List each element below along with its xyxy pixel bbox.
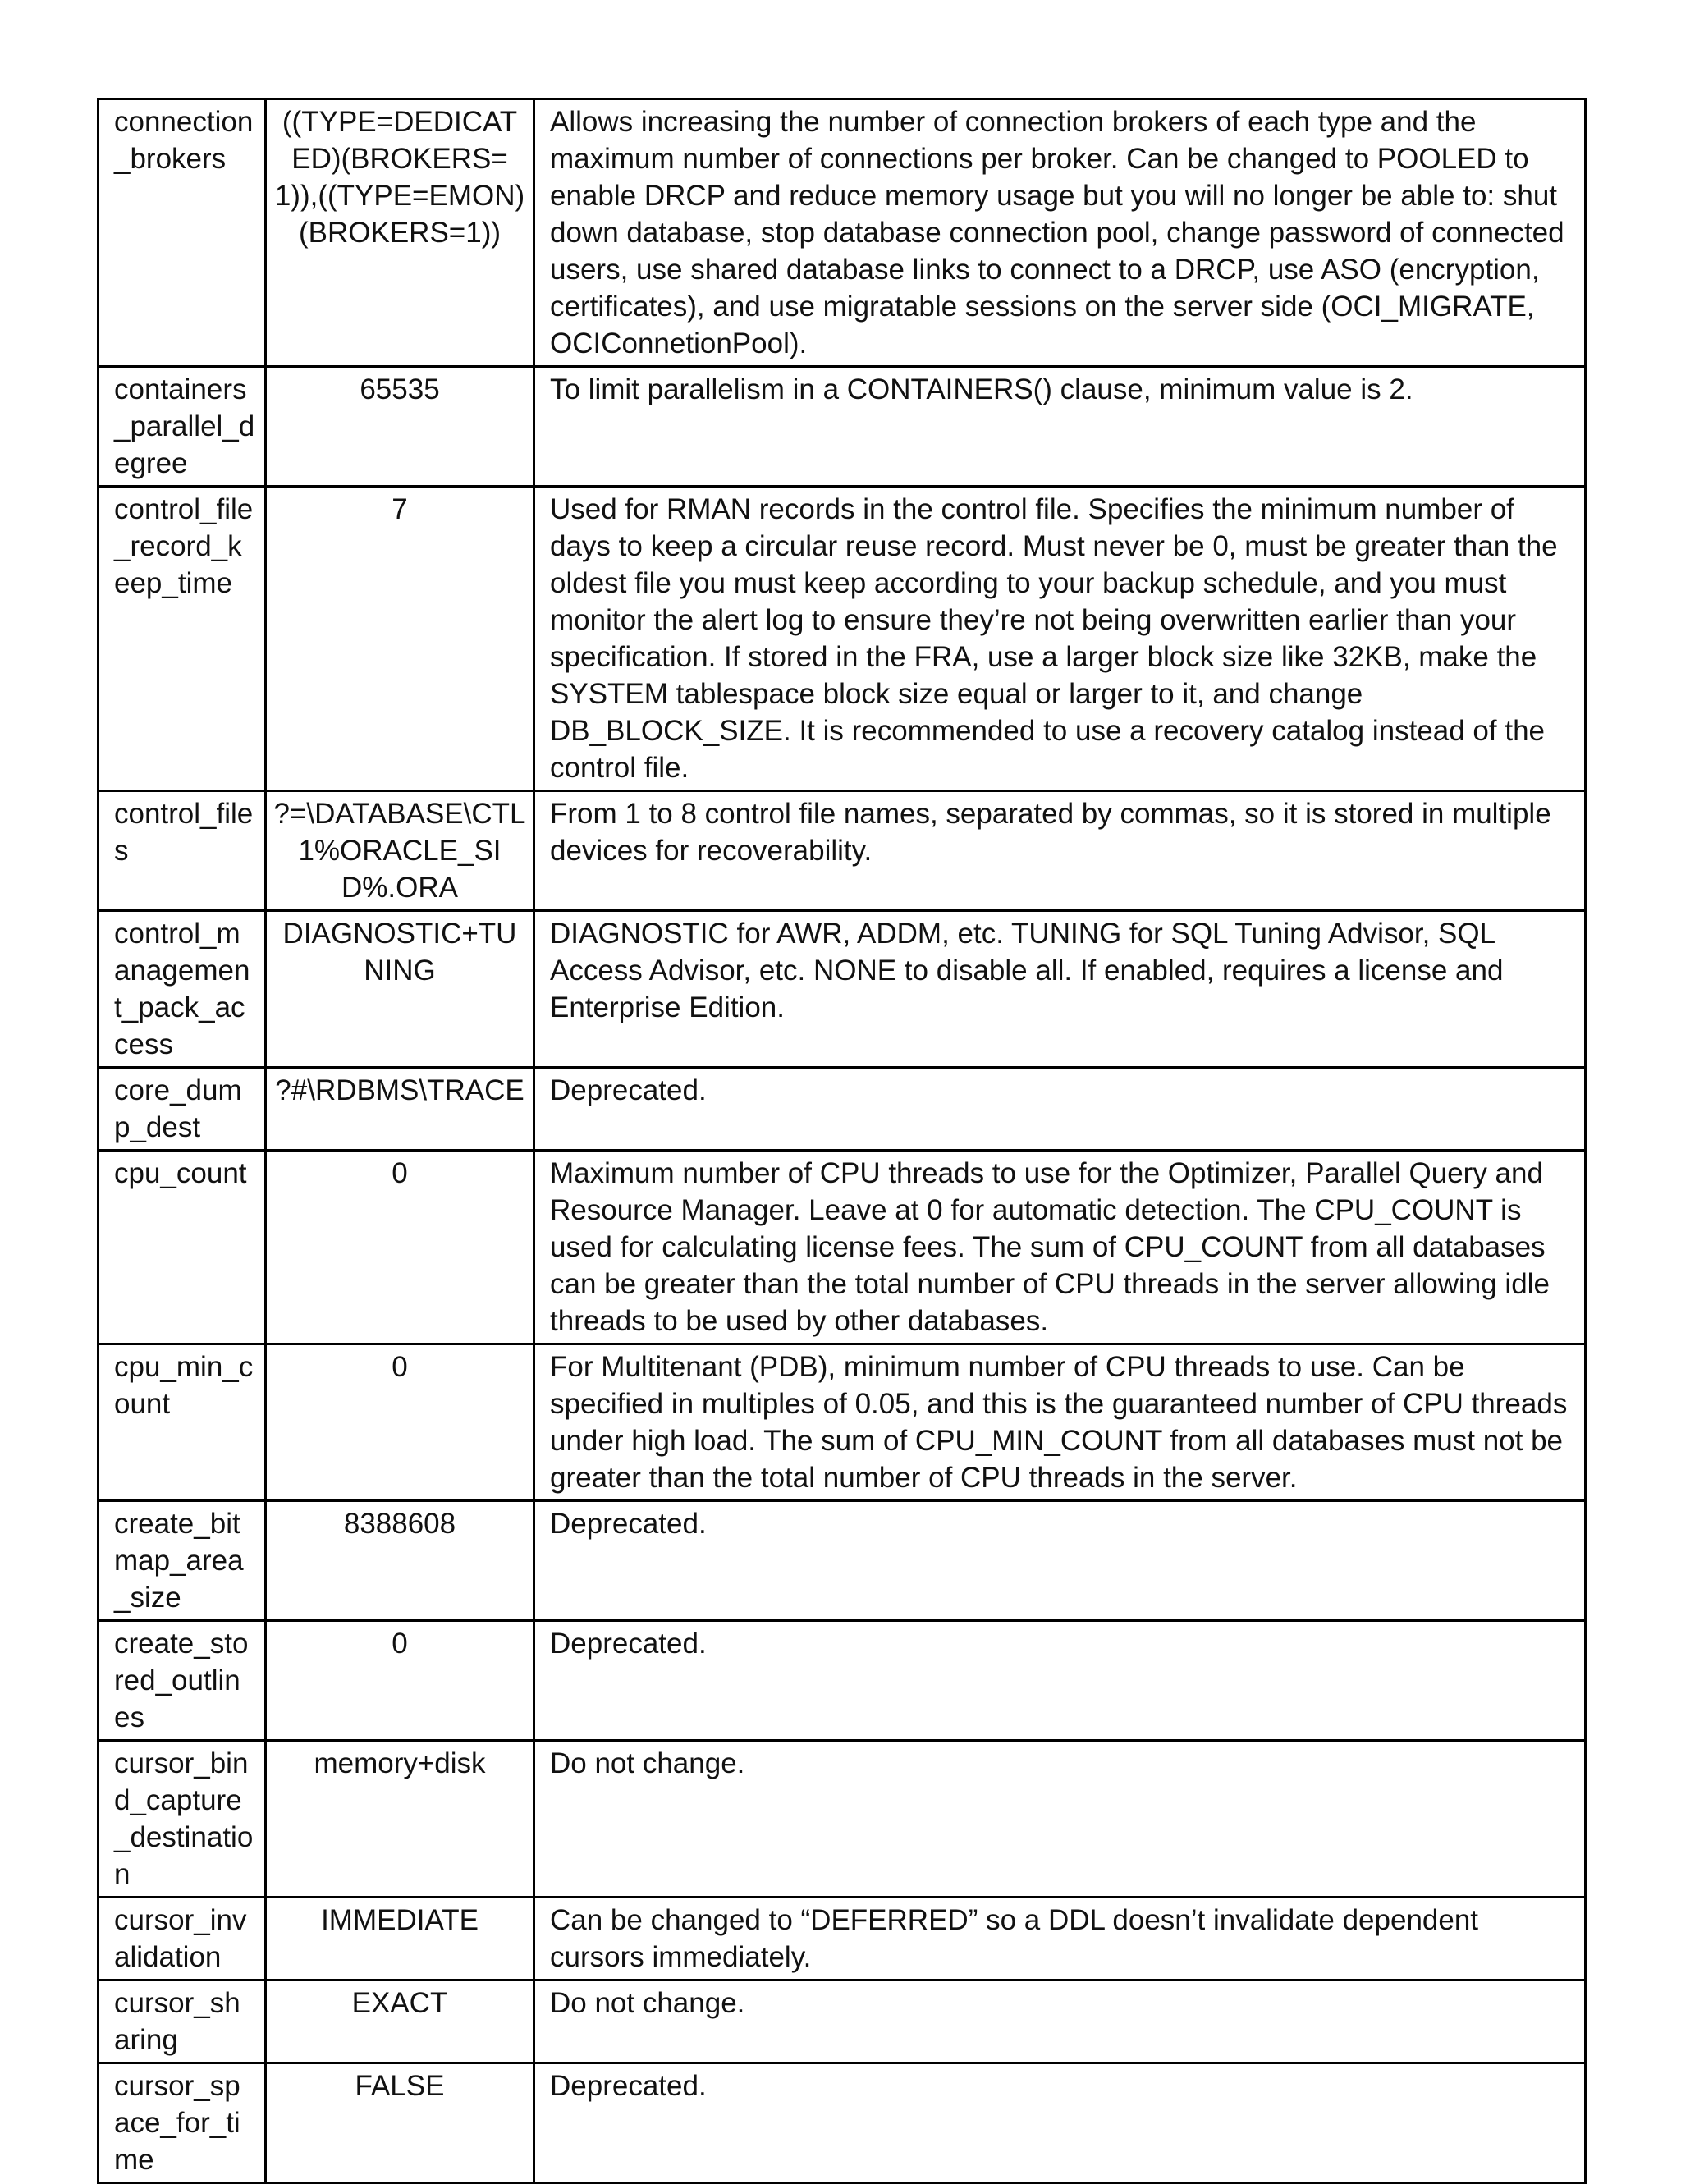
default-value-cell: IMMEDIATE [266, 1898, 534, 1980]
parameter-name-cell: create_stored_outlines [98, 1621, 266, 1741]
table-row [98, 1068, 1586, 1151]
description-cell: Deprecated. [534, 1501, 1586, 1621]
parameter-name-cell: control_file_record_keep_time [98, 487, 266, 791]
description-cell: Allows increasing the number of connection brokers of each type and the maximum number of connections per broker. Can be changed to POOLED to enable DRCP and reduce memory usage but you will no longer be able to: shut down database, stop database connection pool, change password of connected users, use shared database links to connect to a DRCP, use ASO (encryption, certificates), and use migratable sessions on the server side (OCI_MIGRATE, OCIConnetionPool). [534, 99, 1586, 367]
description-cell: To limit parallelism in a CONTAINERS() clause, minimum value is 2. [534, 367, 1586, 487]
parameter-name-cell: create_bitmap_area_size [98, 1501, 266, 1621]
default-value-cell: 7 [266, 487, 534, 791]
parameter-name-cell: control_files [98, 791, 266, 911]
default-value-cell: FALSE [266, 2063, 534, 2183]
description-cell: Do not change. [534, 1980, 1586, 2063]
table-row [98, 1151, 1586, 1344]
description-cell: Deprecated. [534, 1621, 1586, 1741]
table-row [98, 1344, 1586, 1501]
default-value-cell: ?#\RDBMS\TRACE [266, 1068, 534, 1151]
description-cell: Do not change. [534, 1741, 1586, 1898]
table-row [98, 1501, 1586, 1621]
default-value-cell: EXACT [266, 1980, 534, 2063]
description-cell: DIAGNOSTIC for AWR, ADDM, etc. TUNING for SQL Tuning Advisor, SQL Access Advisor, etc. NONE to disable all. If enabled, requires a license and Enterprise Edition. [534, 911, 1586, 1068]
default-value-cell: 0 [266, 1621, 534, 1741]
default-value-cell: 0 [266, 1344, 534, 1501]
description-cell: Maximum number of CPU threads to use for the Optimizer, Parallel Query and Resource Manager. Leave at 0 for automatic detection. The CPU_COUNT is used for calculating license fees. The sum of CPU_COUNT from all databases can be greater than the total number of CPU threads in the server allowing idle threads to be used by other databases. [534, 1151, 1586, 1344]
parameter-name-cell: cpu_count [98, 1151, 266, 1344]
description-cell: Can be changed to “DEFERRED” so a DDL doesn’t invalidate dependent cursors immediately. [534, 1898, 1586, 1980]
default-value-cell: 8388608 [266, 1501, 534, 1621]
parameter-name-cell: cursor_bind_capture_destination [98, 1741, 266, 1898]
description-cell: From 1 to 8 control file names, separated by commas, so it is stored in multiple devices for recoverability. [534, 791, 1586, 911]
table-row [98, 367, 1586, 487]
table-row [98, 2063, 1586, 2183]
default-value-cell: memory+disk [266, 1741, 534, 1898]
table-row [98, 1621, 1586, 1741]
table-row [98, 1741, 1586, 1898]
parameter-name-cell: cpu_min_count [98, 1344, 266, 1501]
default-value-cell: DIAGNOSTIC+TUNING [266, 911, 534, 1068]
parameter-table-body [98, 99, 1586, 2183]
parameter-table [97, 98, 1587, 2184]
parameter-name-cell: connection_brokers [98, 99, 266, 367]
parameter-name-cell: cursor_invalidation [98, 1898, 266, 1980]
description-cell: Used for RMAN records in the control file. Specifies the minimum number of days to keep a circular reuse record. Must never be 0, must be greater than the oldest file you must keep according to your backup schedule, and you must monitor the alert log to ensure they’re not being overwritten earlier than your specification. If stored in the FRA, use a larger block size like 32KB, make the SYSTEM tablespace block size equal or larger to it, and change DB_BLOCK_SIZE. It is recommended to use a recovery catalog instead of the control file. [534, 487, 1586, 791]
default-value-cell: 0 [266, 1151, 534, 1344]
parameter-name-cell: core_dump_dest [98, 1068, 266, 1151]
table-row [98, 487, 1586, 791]
parameter-name-cell: cursor_sharing [98, 1980, 266, 2063]
description-cell: For Multitenant (PDB), minimum number of CPU threads to use. Can be specified in multiples of 0.05, and this is the guaranteed number of CPU threads under high load. The sum of CPU_MIN_COUNT from all databases must not be greater than the total number of CPU threads in the server. [534, 1344, 1586, 1501]
parameter-name-cell: cursor_space_for_time [98, 2063, 266, 2183]
description-cell: Deprecated. [534, 1068, 1586, 1151]
table-row [98, 791, 1586, 911]
parameter-name-cell: containers_parallel_degree [98, 367, 266, 487]
parameter-name-cell: control_management_pack_access [98, 911, 266, 1068]
table-row [98, 911, 1586, 1068]
default-value-cell: ?=\DATABASE\CTL1%ORACLE_SID%.ORA [266, 791, 534, 911]
default-value-cell: 65535 [266, 367, 534, 487]
table-row [98, 1980, 1586, 2063]
default-value-cell: ((TYPE=DEDICATED)(BROKERS=1)),((TYPE=EMON)(BROKERS=1)) [266, 99, 534, 367]
table-row [98, 99, 1586, 367]
table-row [98, 1898, 1586, 1980]
description-cell: Deprecated. [534, 2063, 1586, 2183]
